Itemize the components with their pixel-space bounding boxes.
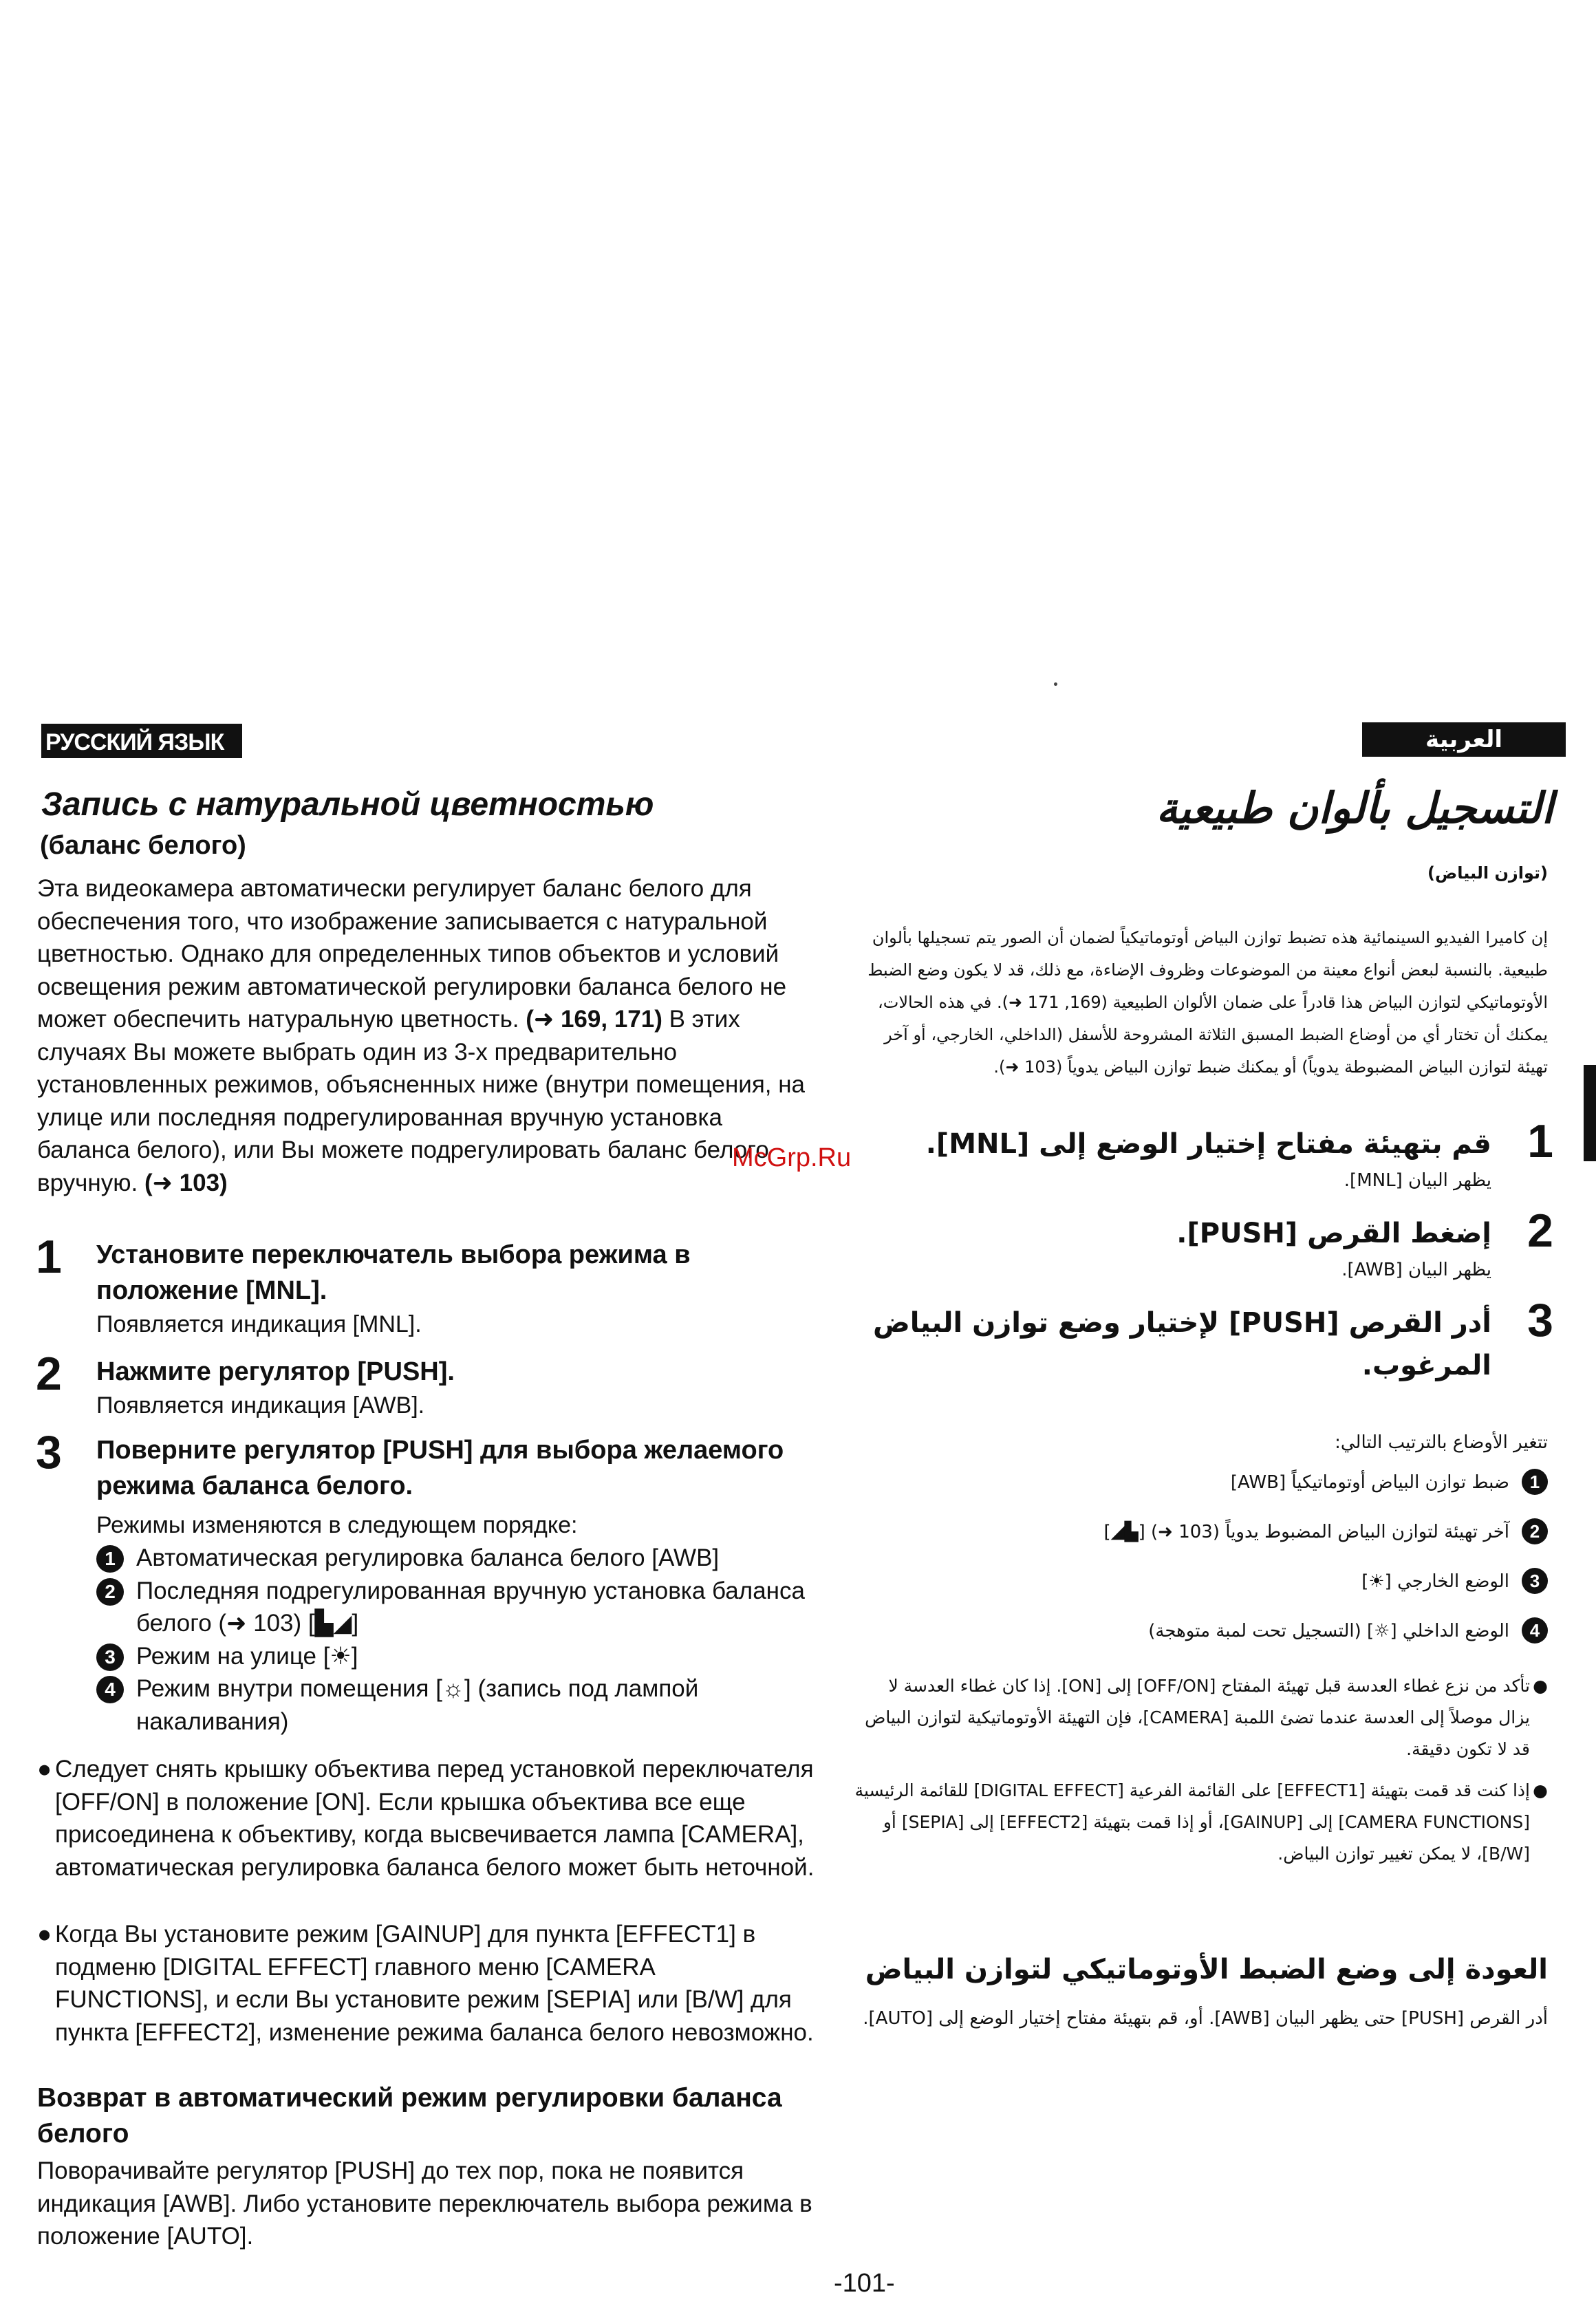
intro-paragraph-russian (37, 872, 821, 1199)
number-circle-icon: 1 (96, 1545, 124, 1573)
number-circle-icon: 1 (1522, 1469, 1548, 1495)
intro-ref-1: (➜ 169, 171) (526, 1006, 662, 1033)
step-number: 1 (36, 1231, 62, 1283)
step-heading: Поверните регулятор [PUSH] для выбора желаемого режима баланса белого. (96, 1436, 784, 1500)
section-body-return-arabic: أدر القرص [PUSH] حتى يظهر البيان [AWB]. أو، قم بتهيئة مفتاح إختيار الوضع إلى [AUTO]. (863, 2008, 1548, 2029)
page-number: -101- (834, 2269, 895, 2298)
bullet-icon: ● (37, 1921, 52, 1948)
step-3-russian (36, 1426, 806, 1738)
section-title-return-russian: Возврат в автоматический режим регулировки баланса белого (37, 2083, 782, 2148)
mode-text: ضبط توازن البياض أوتوماتيكياً [AWB] (1230, 1472, 1509, 1493)
mode-text: الوضع الخارجي [☀] (1361, 1571, 1509, 1592)
note-text: تأكد من نزع غطاء العدسة قبل تهيئة المفتاح [OFF/ON] إلى [ON]. إذا كان غطاء العدسة لا يزال موصلاً إلى العدسة عندما تضئ اللمبة [CAMERA]، فإن التهيئة الأوتوماتيكية لتوازن البياض قد لا تكون دقيقة. (865, 1676, 1530, 1759)
number-circle-icon: 2 (96, 1578, 124, 1606)
section-body-return-russian: Поворачивайте регулятор [PUSH] до тех пор, пока не появится индикация [AWB]. Либо установите переключатель выбора режима в положение [AUTO]. (37, 2157, 812, 2250)
step-result: يظهر البيان [MNL]. (1344, 1170, 1491, 1191)
step-2-russian (36, 1348, 806, 1422)
page-subtitle-russian: (баланс белого) (40, 831, 246, 860)
step-result: يظهر البيان [AWB]. (1341, 1260, 1491, 1280)
intro-text-2: В этих случаях Вы можете выбрать один из 3-х предварительно установленных режимов, объясненных ниже (внутри помещения, на улице или последняя подрегулированная вручную установка баланса белого), или Вы можете подрегулировать баланс белого вручную. (37, 1006, 806, 1196)
list-item (96, 1575, 806, 1640)
intro-ref-2: (➜ 103) (144, 1169, 228, 1196)
step-number: 3 (36, 1426, 62, 1478)
intro-paragraph-arabic: إن كاميرا الفيديو السينمائية هذه تضبط توازن البياض أوتوماتيكياً لضمان أن الصور يتم تسجيلها بألوان طبيعية. بالنسبة لبعض أنواع معينة من الموضوعات وظروف الإضاءة، مع ذلك، قد لا يكون وضع الضبط الأوتوماتيكي لتوازن البياض هذا قادراً على ضمان الألوان الطبيعية (169, 171 ➜). في هذه الحالات، يمكنك أن تختار أي من أوضاع الضبط المسبق الثلاثة المشروحة للأسفل (الداخلي، الخارجي، أو آخر تهيئة لتوازن البياض المضبوطة يدوياً) أو يمكنك ضبط توازن البياض يدوياً (103 ➜). (867, 928, 1548, 1077)
number-circle-icon: 4 (96, 1676, 124, 1703)
step-result: Появляется индикация [AWB]. (96, 1392, 425, 1419)
step-result: Режимы изменяются в следующем порядке: (96, 1512, 578, 1538)
number-circle-icon: 3 (1522, 1568, 1548, 1594)
list-item (929, 1458, 1548, 1507)
step-result: Появляется индикация [MNL]. (96, 1311, 422, 1337)
mode-list-arabic (929, 1427, 1548, 1656)
step-3-arabic (859, 1294, 1553, 1387)
language-tab-russian: РУССКИЙ ЯЗЫК (41, 724, 242, 758)
step-heading: إضغط القرص [PUSH]. (1176, 1218, 1491, 1249)
note-lens-cap-russian (37, 1753, 815, 1884)
step-heading: Установите переключатель выбора режима в положение [MNL]. (96, 1240, 691, 1305)
list-item (96, 1640, 806, 1673)
list-item (929, 1507, 1548, 1557)
mode-list-russian (96, 1542, 806, 1738)
list-item (96, 1672, 806, 1738)
list-item (929, 1557, 1548, 1606)
step-heading: Нажмите регулятор [PUSH]. (96, 1357, 455, 1386)
page-title-arabic: التسجيل بألوان طبيعية (1156, 783, 1553, 833)
modes-intro: تتغير الأوضاع بالترتيب التالي: (1335, 1432, 1548, 1453)
watermark: McGrp.Ru (732, 1143, 852, 1172)
step-number: 1 (1527, 1115, 1553, 1167)
step-1-arabic (859, 1115, 1553, 1196)
mode-text: Последняя подрегулированная вручную установка баланса белого (➜ 103) [▙◢] (136, 1577, 805, 1637)
note-text: Следует снять крышку объектива перед установкой переключателя [OFF/ON] в положение [ON]. Если крышка объектива все еще присоединена к объективу, когда высвечивается лампа [CAMERA], автоматическая регулировка баланса белого может быть неточной. (55, 1756, 815, 1881)
number-circle-icon: 2 (1522, 1518, 1548, 1544)
step-1-russian (36, 1231, 806, 1341)
mode-text: Режим на улице [☀] (136, 1642, 358, 1670)
scan-speck (1054, 682, 1057, 686)
mode-text: Автоматическая регулировка баланса белого [AWB] (136, 1544, 720, 1571)
step-heading: قم بتهيئة مفتاح إختيار الوضع إلى [MNL]. (925, 1128, 1491, 1160)
note-effect-russian (37, 1918, 815, 2049)
list-item (96, 1542, 806, 1575)
language-tab-arabic: العربية (1362, 722, 1566, 757)
step-heading: أدر القرص [PUSH] لإختيار وضع توازن البياض المرغوب. (872, 1307, 1491, 1381)
section-title-return-arabic: العودة إلى وضع الضبط الأوتوماتيكي لتوازن البياض (865, 1954, 1548, 1985)
mode-text: آخر تهيئة لتوازن البياض المضبوط يدوياً (103 ➜) [▙◢] (1103, 1522, 1509, 1542)
mode-text: الوضع الداخلي [☼] (التسجيل تحت لمبة متوهجة) (1148, 1621, 1509, 1641)
note-text: Когда Вы установите режим [GAINUP] для пункта [EFFECT1] в подменю [DIGITAL EFFECT] главного меню [CAMERA FUNCTIONS], и если Вы установите режим [SEPIA] или [B/W] для пункта [EFFECT2], изменение режима баланса белого невозможно. (55, 1921, 814, 2046)
number-circle-icon: 4 (1522, 1617, 1548, 1644)
step-number: 2 (1527, 1205, 1553, 1257)
mode-text: Режим внутри помещения [☼] (запись под лампой накаливания) (136, 1675, 699, 1735)
step-number: 3 (1527, 1294, 1553, 1346)
intro-text-1: Эта видеокамера автоматически регулирует баланс белого для обеспечения того, что изображение записывается с натуральной цветностью. Однако для определенных типов объектов и условий освещения режим автоматической регулировки баланса белого не может обеспечить натуральную цветность. (37, 875, 787, 1033)
bullet-icon: ● (1533, 1780, 1548, 1800)
note-effect-arabic (853, 1775, 1548, 1870)
page-title-russian: Запись с натуральной цветностью (41, 786, 654, 823)
note-lens-cap-arabic (853, 1670, 1548, 1765)
page-subtitle-arabic: (توازن البياض) (1427, 863, 1548, 883)
note-text: إذا كنت قد قمت بتهيئة [EFFECT1] على القائمة الفرعية [DIGITAL EFFECT] للقائمة الرئيسية [CAMERA FUNCTIONS] إلى [GAINUP]، أو إذا قمت بتهيئة [EFFECT2] إلى [SEPIA] أو [B/W]، لا يمكن تغيير توازن البياض. (854, 1780, 1530, 1864)
step-2-arabic (859, 1205, 1553, 1285)
bullet-icon: ● (37, 1756, 52, 1782)
bullet-icon: ● (1533, 1676, 1548, 1696)
list-item (929, 1606, 1548, 1656)
number-circle-icon: 3 (96, 1644, 124, 1671)
step-number: 2 (36, 1348, 62, 1400)
section-tab-marker (1584, 1065, 1596, 1161)
